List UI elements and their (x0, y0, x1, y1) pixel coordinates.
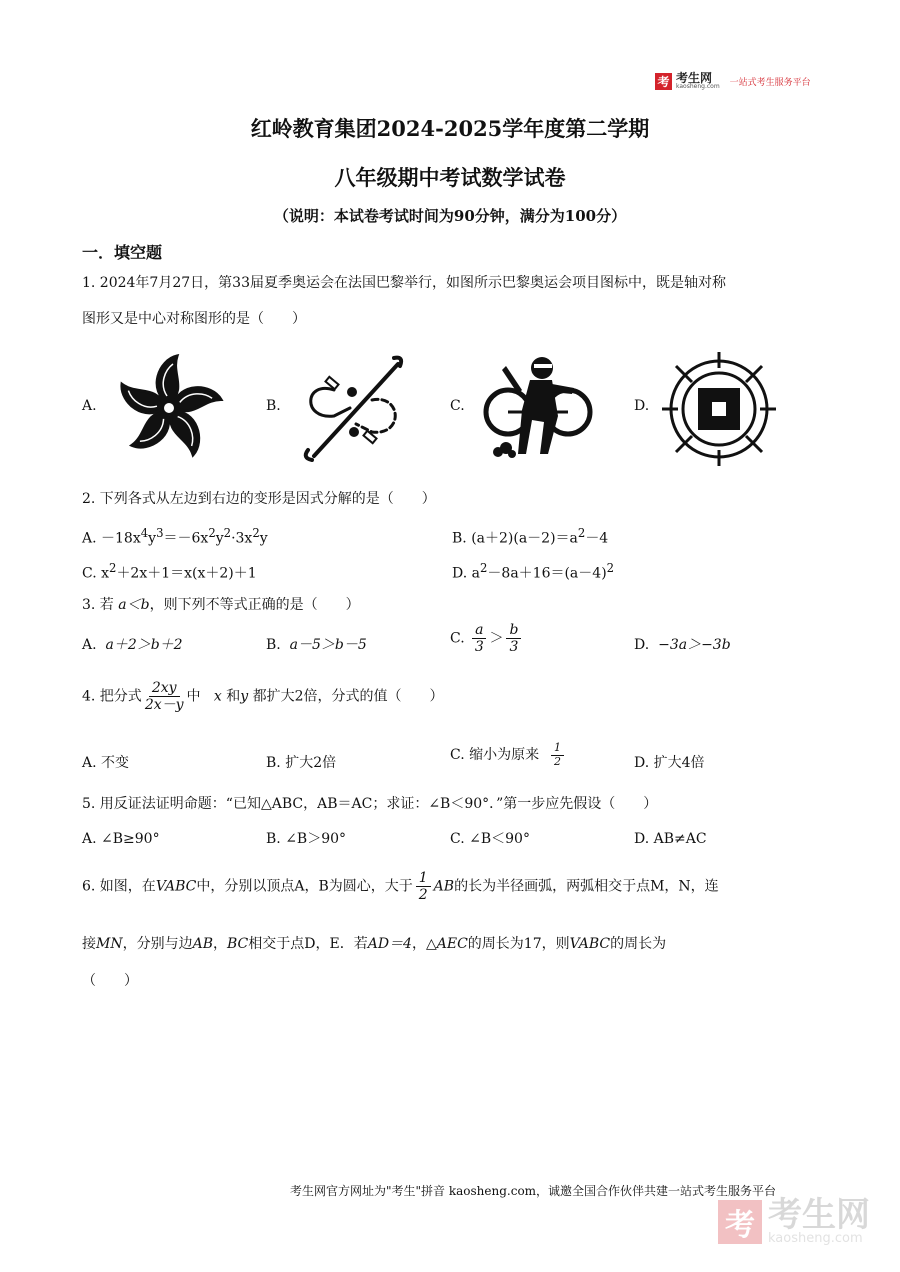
q1-option-a-label: A. (82, 398, 97, 414)
q1-option-b-label: B. (266, 398, 281, 414)
q3-option-a: A. a＋2＞b＋2 (82, 637, 183, 653)
q2-option-b: B. $(a+2)(a-2)=a^2-4$ (452, 526, 609, 547)
q1-option-d-label: D. (634, 398, 650, 414)
brand-logo (655, 72, 811, 90)
exam-subtitle: 八年级期中考试数学试卷 (334, 165, 566, 190)
q6-line1: 6. 如图，在VABC中，分别以顶点A，B为圆心，大于 $\frac{1}{2}$ AB的长为半径画弧，两弧相交于点M，N，连 (82, 870, 719, 904)
watermark-logo (718, 1195, 870, 1246)
q1-line2: 图形又是中心对称图形的是（ ） (82, 311, 306, 327)
q3-option-b: B. a－5＞b－5 (266, 637, 367, 653)
q4-option-d: D. 扩大4倍 (634, 755, 705, 771)
q5-option-b: B. ∠B＞90° (266, 831, 347, 847)
exam-title: 红岭教育集团2024-2025学年度第二学期 (250, 116, 650, 141)
q1-line1: 1. 2024年7月27日，第33届夏季奥运会在法国巴黎举行，如图所示巴黎奥运会项目图标中，既是轴对称 (82, 275, 726, 291)
brand-mark: 考 (655, 73, 672, 90)
q5-option-a: A. ∠B≥90° (82, 831, 160, 847)
watermark-mark: 考 (718, 1200, 762, 1244)
pinwheel-icon (110, 350, 228, 468)
q2-stem: 2. 下列各式从左边到右边的变形是因式分解的是（ ） (82, 491, 436, 507)
swords-icon (294, 350, 412, 468)
section-heading: 一．填空题 (82, 243, 163, 262)
watermark-name: 考生网 (768, 1195, 870, 1235)
q2-option-c: C. $x^2+2x+1=x(x+2)+1$ (82, 561, 257, 582)
brand-slogan: 一站式考生服务平台 (729, 77, 811, 88)
watermark-domain: kaosheng.com (768, 1231, 863, 1246)
q5-option-d: D. AB≠AC (634, 831, 707, 847)
q4-option-c: C. 缩小为原来 $\frac{1}{2}$ (450, 742, 567, 768)
q6-line3: （ ） (82, 973, 138, 989)
q4-option-b: B. 扩大2倍 (266, 755, 337, 771)
q3-stem: 3. 若 a＜b，则下列不等式正确的是（ ） (82, 597, 360, 613)
q1-option-c-label: C. (450, 398, 465, 414)
q4-stem: 4. 把分式 $\frac{2xy}{2x-y}$ 中 x 和y 都扩大2倍，分式的值（ ） (82, 680, 444, 714)
target-icon (660, 350, 778, 468)
q3-option-c: C. $\frac{a}{3}$ ＞ $\frac{b}{3}$ (450, 622, 524, 655)
exam-note: （说明：本试卷考试时间为90分钟，满分为100分） (273, 207, 627, 225)
brand-name: 考生网 (676, 71, 713, 85)
q2-option-d: D. $a^2-8a+16=(a-4)^2$ (452, 561, 615, 582)
q5-option-c: C. ∠B＜90° (450, 831, 530, 847)
cyclist-icon (478, 350, 596, 468)
q5-stem: 5. 用反证法证明命题：“已知△ABC，AB＝AC；求证：∠B＜90°．”第一步应先假设（ ） (82, 796, 658, 812)
q6-line2: 接MN，分别与边AB，BC相交于点D，E．若AD＝4，△AEC的周长为17，则VABC的周长为 (82, 936, 667, 952)
footer-text: 考生网官方网址为"考生"拼音 kaosheng.com，诚邀全国合作伙伴共建一站式考生服务平台 (290, 1184, 777, 1198)
q3-option-d: D. −3a＞−3b (634, 637, 731, 653)
q2-option-a: A. $-18x^4y^3=-6x^2y^2\cdot 3x^2y$ (82, 526, 268, 547)
q4-option-a: A. 不变 (82, 755, 130, 771)
brand-domain: kaosheng.com (676, 83, 720, 90)
